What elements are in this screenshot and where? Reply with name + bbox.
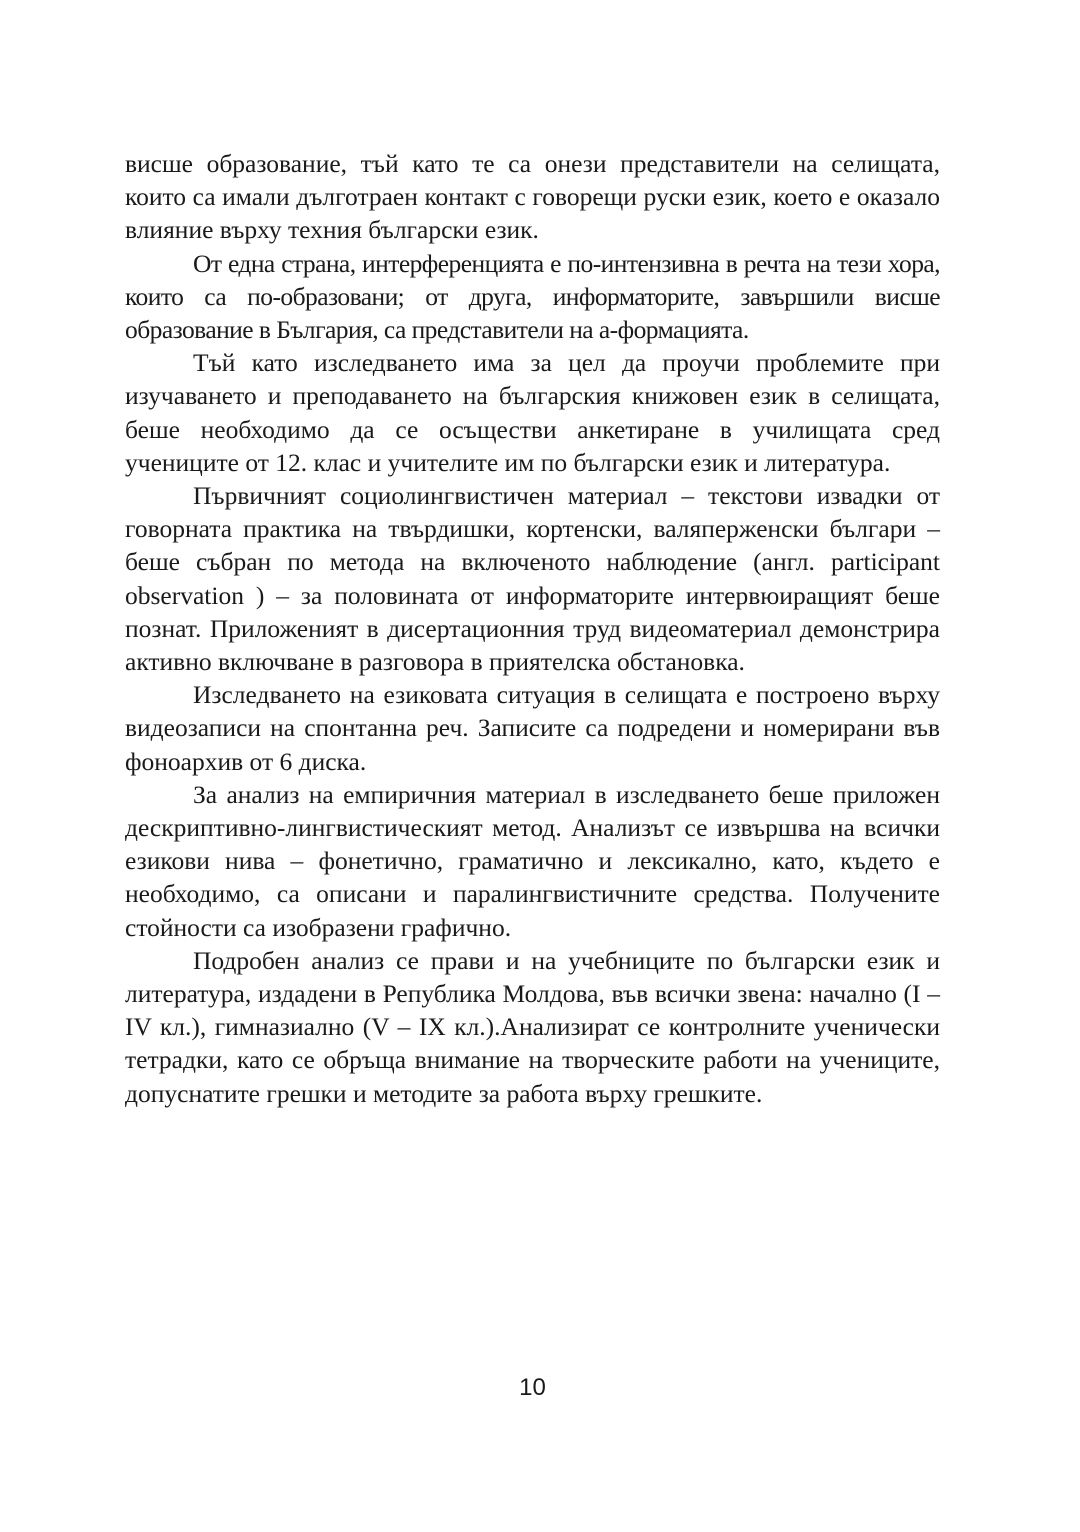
paragraph-textbooks: Подробен анализ се прави и на учебниците по български език и литература, издадени в Република Молдова, във всички звена: начално (I – IV кл.), гимназиално (V – IX кл.).Анализират се контролните ученически тетрадки, като се обръща внимание на творческите работи на учениците, допуснатите грешки и методите за работа върху грешките. xyxy=(125,945,940,1108)
paragraph-interference: От една страна, интерференцията е по-интензивна в речта на тези хора, които са по-образовани; от друга, информаторите, завършили висше образование в България, са представители на а-формацията. xyxy=(125,248,940,345)
paragraph-continuation: висше образование, тъй като те са онези представители на селищата, които са имали дълготраен контакт с говорещи руски език, което е оказало влияние върху техния български език. xyxy=(125,149,940,245)
paragraph-analysis-method: За анализ на емпиричния материал в изследването беше приложен дескриптивно-лингвистическият метод. Анализът се извършва на всички езикови нива – фонетично, граматично и лексикално, като, където е необходимо, са описани и паралингвистичните средства. Получените стойности са изобразени графично. xyxy=(125,779,940,942)
body-text xyxy=(125,147,940,1110)
paragraph-survey: Тъй като изследването има за цел да проучи проблемите при изучаването и преподаването на българския книжовен език в селищата, беше необходимо да се осъществи анкетиране в училищата сред учениците от 12. клас и учителите им по български език и литература. xyxy=(125,348,940,477)
paragraph-primary-material: Първичният социолингвистичен материал – текстови извадки от говорната практика на твърдишки, кортенски, валяперженски българи – беше събран по метода на включеното наблюдение (англ. participant observation ) – за половината от информаторите интервюиращият беше познат. Приложеният в дисертационния труд видеоматериал демонстрира активно включване в разговора в приятелска обстановка. xyxy=(125,481,940,677)
paragraph-video-records: Изследването на езиковата ситуация в селищата е построено върху видеозаписи на спонтанна реч. Записите са подредени и номерирани във фоноархив от 6 диска. xyxy=(125,680,940,776)
page-number: 10 xyxy=(519,1374,546,1401)
